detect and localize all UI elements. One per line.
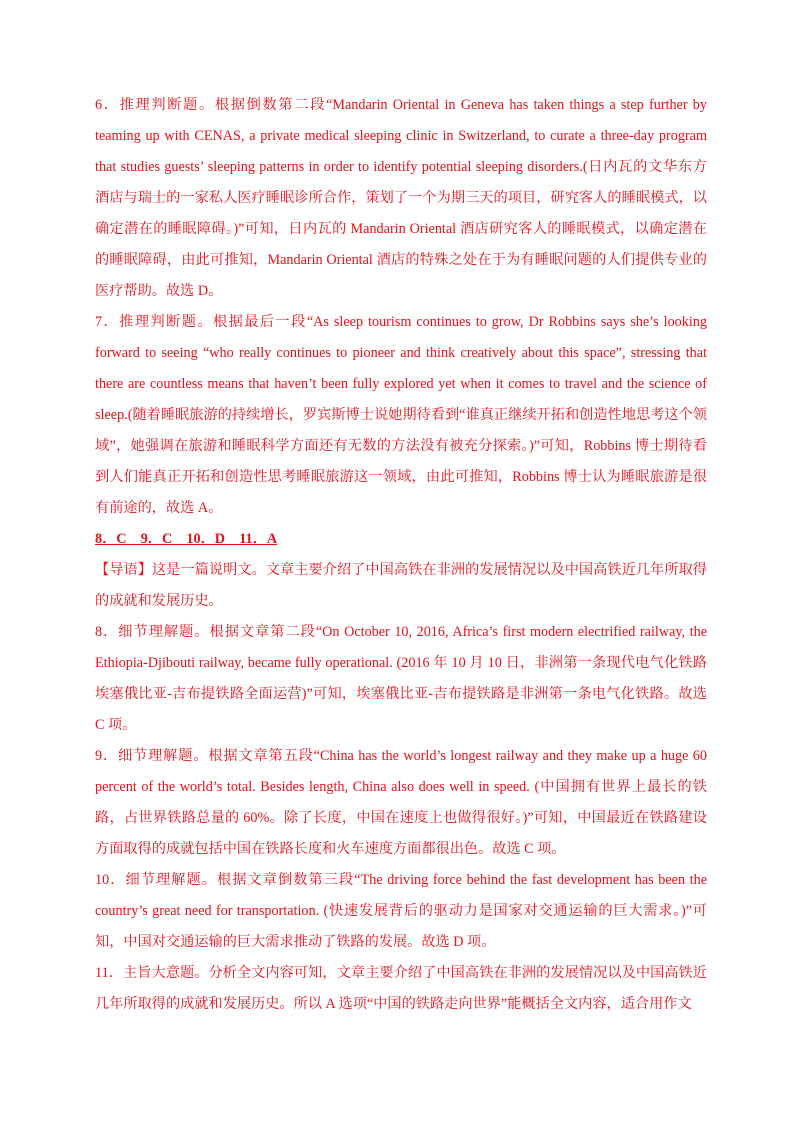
answer-explanation-q11: 11．主旨大意题。分析全文内容可知，文章主要介绍了中国高铁在非洲的发展情况以及中国高铁近几年所取得的成就和发展历史。所以 A 选项“中国的铁路走向世界”能概括全文内容，适合用作文 (95, 965, 707, 1012)
answer-explanation-q6: 6．推理判断题。根据倒数第二段“Mandarin Oriental in Geneva has taken things a step further by teaming up with CENAS, a private medical sleeping clinic in Switzerland, to curate a three-day program that studies guests’ sleeping patterns in order to identify potential sleeping disorders.(日内瓦的文华东方酒店与瑞士的一家私人医疗睡眠诊所合作，策划了一个为期三天的项目，研究客人的睡眠模式，以确定潜在的睡眠障碍。)”可知，日内瓦的 Mandarin Oriental 酒店研究客人的睡眠模式，以确定潜在的睡眠障碍，由此可推知，Mandarin Oriental 酒店的特殊之处在于为有睡眠问题的人们提供专业的医疗帮助。故选 D。 (95, 97, 707, 299)
answer-explanation-q9: 9．细节理解题。根据文章第五段“China has the world’s longest railway and they make up a huge 60 percent of the world’s total. Besides length, China also does well in speed. (中国拥有世界上最长的铁路，占世界铁路总量的 60%。除了长度，中国在速度上也做得很好。)”可知，中国最近在铁路建设方面取得的成就包括中国在铁路长度和火车速度方面都很出色。故选 C 项。 (95, 748, 707, 857)
answer-explanation-q7: 7．推理判断题。根据最后一段“As sleep tourism continues to grow, Dr Robbins says she’s looking forward to seeing “who really continues to pioneer and think creatively about this space”, stressing that there are countless means that haven’t been fully explored yet when it comes to travel and the science of sleep.(随着睡眠旅游的持续增长，罗宾斯博士说她期待看到“谁真正继续开拓和创造性地思考这个领域”，她强调在旅游和睡眠科学方面还有无数的方法没有被充分探索。)”可知，Robbins 博士期待看到人们能真正开拓和创造性思考睡眠旅游这一领域，由此可推知，Robbins 博士认为睡眠旅游是很有前途的，故选 A。 (95, 314, 707, 516)
answer-explanation-q8: 8．细节理解题。根据文章第二段“On October 10, 2016, Africa’s first modern electrified railway, the Ethiopia-Djibouti railway, became fully operational. (2016 年 10 月 10 日，非洲第一条现代电气化铁路埃塞俄比亚-吉布提铁路全面运营)”可知，埃塞俄比亚-吉布提铁路是非洲第一条电气化铁路。故选 C 项。 (95, 624, 707, 733)
answer-explanation-q10: 10．细节理解题。根据文章倒数第三段“The driving force behind the fast development has been the country’s great need for transportation. (快速发展背后的驱动力是国家对交通运输的巨大需求。)”可知，中国对交通运输的巨大需求推动了铁路的发展。故选 D 项。 (95, 872, 707, 950)
document-page (95, 90, 707, 1020)
answer-key-q8-q11: 8．C 9．C 10．D 11．A (95, 531, 278, 547)
passage-introduction: 【导语】这是一篇说明文。文章主要介绍了中国高铁在非洲的发展情况以及中国高铁近几年所取得的成就和发展历史。 (95, 562, 707, 609)
